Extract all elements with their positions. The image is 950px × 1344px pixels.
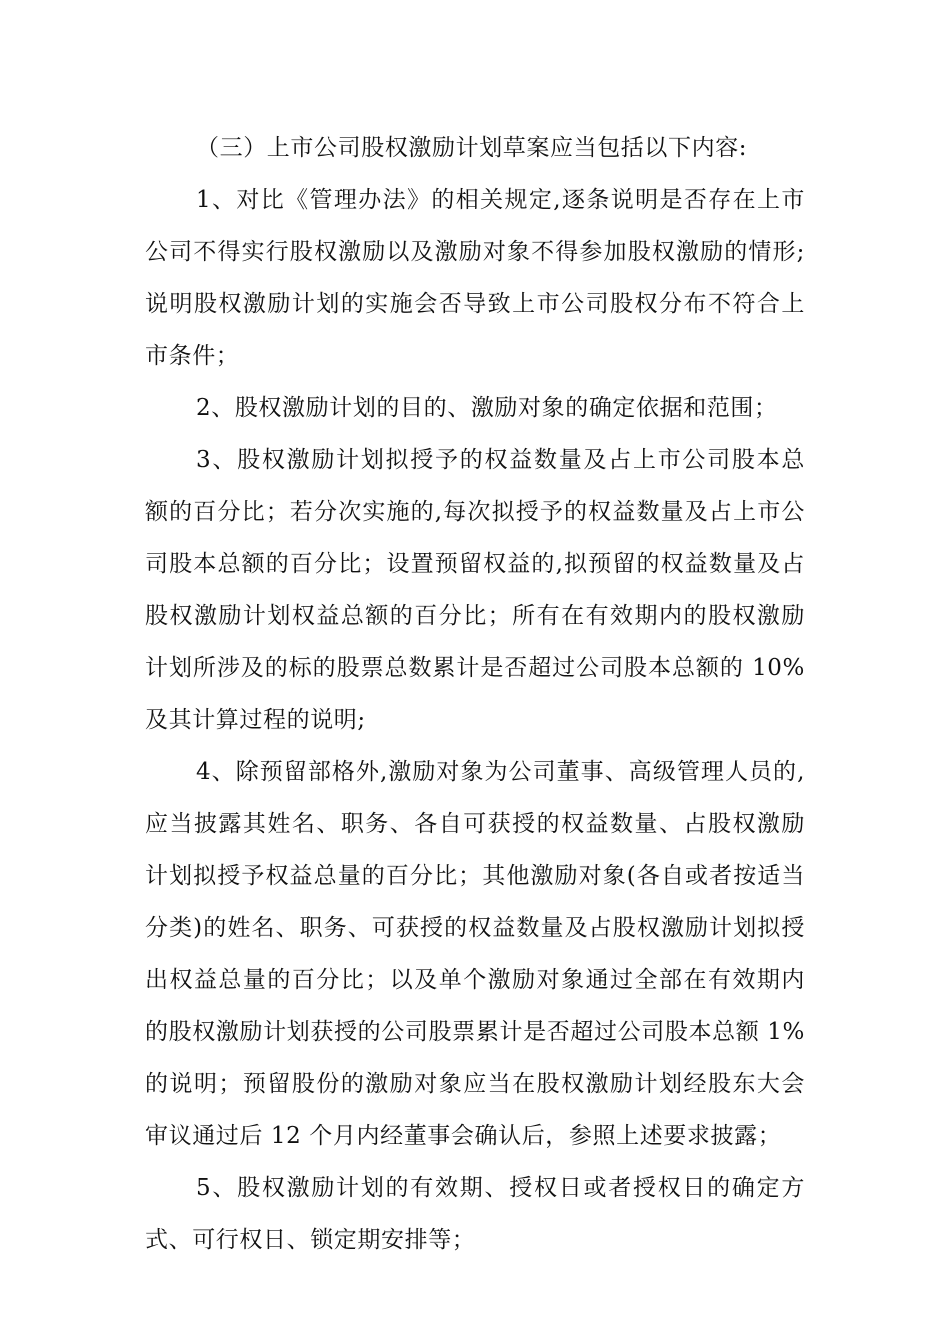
paragraph-3-line-6: 及其计算过程的说明;	[145, 707, 366, 733]
paragraph-2-line-1: 2、股权激励计划的目的、激励对象的确定依据和范围；	[196, 395, 778, 421]
paragraph-1-line-1: 1、对比《管理办法》的相关规定,逐条说明是否存在上市	[196, 187, 805, 213]
paragraph-4-line-5: 出权益总量的百分比；以及单个激励对象通过全部在有效期内	[145, 967, 805, 993]
paragraph-4-line-3: 计划拟授予权益总量的百分比；其他激励对象(各自或者按适当	[145, 863, 805, 889]
paragraph-5-line-2: 式、可行权日、锁定期安排等；	[145, 1227, 476, 1253]
paragraph-4-line-4: 分类)的姓名、职务、可获授的权益数量及占股权激励计划拟授	[145, 915, 805, 941]
paragraph-3-line-1: 3、股权激励计划拟授予的权益数量及占上市公司股本总	[196, 447, 805, 473]
paragraph-4-line-6: 的股权激励计划获授的公司股票累计是否超过公司股本总额 1%	[145, 1019, 805, 1045]
paragraph-1-line-3: 说明股权激励计划的实施会否导致上市公司股权分布不符合上	[145, 291, 805, 317]
section-heading: （三）上市公司股权激励计划草案应当包括以下内容:	[196, 135, 748, 161]
paragraph-4-line-7: 的说明；预留股份的激励对象应当在股权激励计划经股东大会	[145, 1071, 805, 1097]
paragraph-4-line-8: 审议通过后 12 个月内经董事会确认后，参照上述要求披露；	[145, 1123, 782, 1149]
paragraph-5-line-1: 5、股权激励计划的有效期、授权日或者授权日的确定方	[196, 1175, 805, 1201]
paragraph-3-line-4: 股权激励计划权益总额的百分比；所有在有效期内的股权激励	[145, 603, 805, 629]
paragraph-4-line-2: 应当披露其姓名、职务、各自可获授的权益数量、占股权激励	[145, 811, 805, 837]
paragraph-3-line-5: 计划所涉及的标的股票总数累计是否超过公司股本总额的 10%	[145, 655, 805, 681]
paragraph-1-line-4: 市条件；	[145, 343, 240, 369]
paragraph-4-line-1: 4、除预留部格外,激励对象为公司董事、高级管理人员的,	[196, 759, 805, 785]
paragraph-3-line-3: 司股本总额的百分比；设置预留权益的,拟预留的权益数量及占	[145, 551, 805, 577]
paragraph-1-line-2: 公司不得实行股权激励以及激励对象不得参加股权激励的情形;	[145, 239, 805, 265]
paragraph-3-line-2: 额的百分比；若分次实施的,每次拟授予的权益数量及占上市公	[145, 499, 805, 525]
